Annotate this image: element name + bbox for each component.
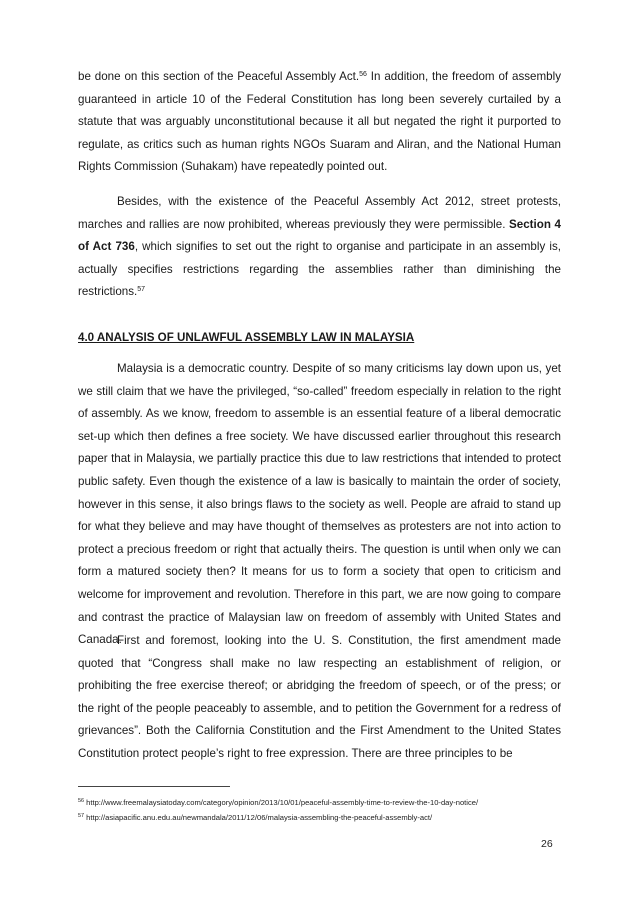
paragraph-1-text-b: In addition, the freedom of assembly guaranteed in article 10 of the Federal Constitution has long been severely curtailed by a statute that was arguably unconstitutional because it all but negated the right it purported to regulate, as critics such as human rights NGOs Suaram and Aliran, and the National Human Rights Commission (Suhakam) have repeatedly pointed out. (78, 70, 561, 174)
paragraph-2 (78, 191, 561, 304)
paragraph-1-text-a: be done on this section of the Peaceful Assembly Act. (78, 70, 360, 83)
paragraph-1 (78, 66, 561, 179)
footnote-57 (78, 810, 568, 825)
footnote-ref-56: 56 (359, 71, 367, 78)
page-number: 26 (541, 838, 553, 850)
body-text-block-1 (78, 66, 561, 179)
footnote-number: 56 (78, 798, 85, 804)
paragraph-2-text-a: Besides, with the existence of the Peaceful Assembly Act 2012, street protests, marches and rallies are now prohibited, whereas previously they were permissible. (78, 195, 561, 231)
footnotes (78, 795, 568, 824)
footnote-ref-57: 57 (137, 286, 146, 294)
footnote-link[interactable]: http://asiapacific.anu.edu.au/newmandala/2011/12/06/malaysia-assembling-the-peaceful-assembly-act/ (86, 812, 433, 822)
section-heading: 4.0 ANALYSIS OF UNLAWFUL ASSEMBLY LAW IN MALAYSIA (78, 331, 415, 344)
footnote-link[interactable]: http://www.freemalaysiatoday.com/category/opinion/2013/10/01/peaceful-assembly-time-to-review-the-10-day-notice/ (86, 798, 479, 807)
section-heading-block (78, 327, 561, 350)
body-text-block-4 (78, 630, 561, 766)
footnote-number: 57 (78, 812, 85, 819)
paragraph-3: Malaysia is a democratic country. Despite of so many criticisms lay down upon us, yet we still claim that we have the privileged, “so-called” freedom especially in relation to the right of assembly. As we know, freedom to assemble is an essential feature of a liberal democratic set-up which then defines a free society. We have discussed earlier throughout this research paper that in Malaysia, we partially practice this due to law restrictions that intended to protect public safety. Even though the existence of a law is basically to maintain the order of society, however in this sense, it also brings flaws to the society as well. People are afraid to stand up for what they believe and may have thought of themselves as protesters are not into action to protect a precious freedom or right that actually theirs. The question is until when only we can form a matured society then? It means for us to form a society that open to criticism and welcome for improvement and revolution. Therefore in this part, we are now going to compare and contrast the practice of Malaysian law on freedom of assembly with United States and Canada. (78, 362, 561, 647)
footnote-56 (78, 795, 568, 810)
footnote-separator (78, 786, 230, 787)
body-text-block-3 (78, 358, 561, 652)
paragraph-2-text-b: , which signifies to set out the right to organise and participate in an assembly is, actually specifies restrictions regarding the assemblies rather than diminishing the restrictions. (78, 240, 561, 299)
paragraph-2-bold: Section 4 of Act 736 (78, 217, 561, 254)
paragraph-4: First and foremost, looking into the U. S. Constitution, the first amendment made quoted that “Congress shall make no law respecting an establishment of religion, or prohibiting the free exercise thereof; or abridging the freedom of speech, or of the press; or the right of the people peaceably to assemble, and to petition the Government for a redress of grievances”. Both the California Constitution and the First Amendment to the United States Constitution protect people’s right to free expression. There are three principles to be (78, 634, 561, 760)
body-text-block-2 (78, 191, 561, 304)
